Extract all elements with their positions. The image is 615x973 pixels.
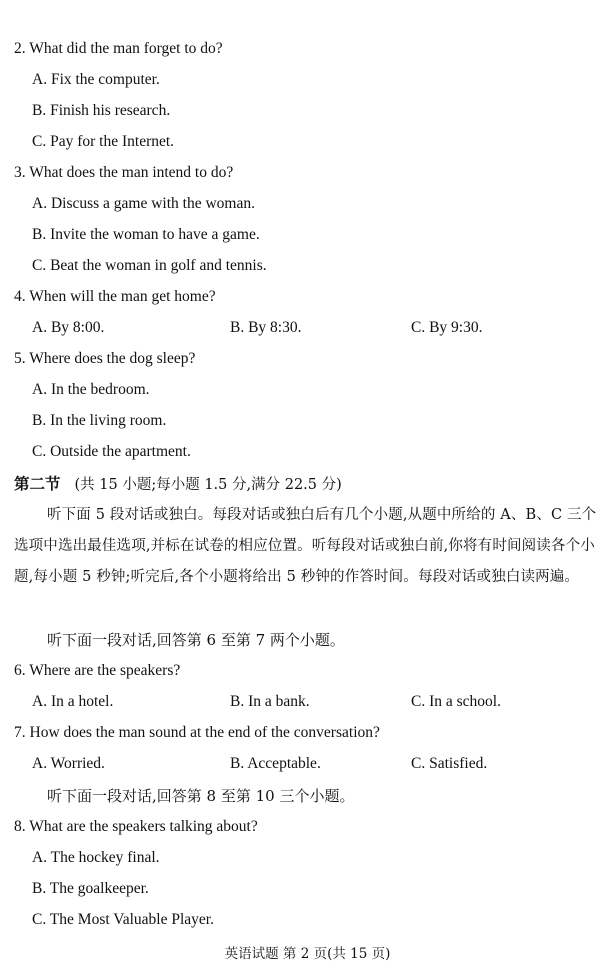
option-4c: C. By 9:30. [411, 319, 483, 336]
option-3a: A. Discuss a game with the woman. [32, 195, 255, 212]
section-2-instructions: 听下面 5 段对话或独白。每段对话或独白后有几个小题,从题中所给的 A、B、C 三个选项中选出最佳选项,并标在试卷的相应位置。听每段对话或独白前,你将有时间阅读各个小题,每小题 5 秒钟;听完后,各个小题将给出 5 秒钟的作答时间。每段对话或独白读两遍。 [14, 507, 597, 585]
option-4b: B. By 8:30. [230, 319, 302, 336]
option-3c: C. Beat the woman in golf and tennis. [32, 257, 267, 274]
question-3: 3. What does the man intend to do? [14, 164, 234, 181]
option-7c: C. Satisfied. [411, 755, 488, 772]
option-6a: A. In a hotel. [32, 693, 114, 710]
question-6: 6. Where are the speakers? [14, 662, 181, 679]
option-8c: C. The Most Valuable Player. [32, 911, 214, 928]
question-8: 8. What are the speakers talking about? [14, 818, 258, 835]
question-7: 7. How does the man sound at the end of the conversation? [14, 724, 380, 741]
dialogue-2-intro: 听下面一段对话,回答第 8 至第 10 三个小题。 [47, 787, 355, 805]
option-5a: A. In the bedroom. [32, 381, 150, 398]
option-2b: B. Finish his research. [32, 102, 171, 119]
dialogue-1-intro: 听下面一段对话,回答第 6 至第 7 两个小题。 [47, 631, 345, 649]
question-5: 5. Where does the dog sleep? [14, 350, 196, 367]
option-3b: B. Invite the woman to have a game. [32, 226, 260, 243]
section-2-note: (共 15 小题;每小题 1.5 分,满分 22.5 分) [74, 477, 342, 493]
option-6b: B. In a bank. [230, 693, 310, 710]
option-5c: C. Outside the apartment. [32, 443, 191, 460]
section-2-title: 第二节 [14, 474, 61, 493]
question-4: 4. When will the man get home? [14, 288, 216, 305]
option-4a: A. By 8:00. [32, 319, 105, 336]
page-footer: 英语试题 第 2 页(共 15 页) [224, 946, 391, 962]
option-2c: C. Pay for the Internet. [32, 133, 175, 150]
option-2a: A. Fix the computer. [32, 71, 160, 88]
option-8b: B. The goalkeeper. [32, 880, 149, 897]
option-7a: A. Worried. [32, 755, 105, 772]
option-5b: B. In the living room. [32, 412, 167, 429]
option-8a: A. The hockey final. [32, 849, 160, 866]
section-2-heading [14, 474, 342, 495]
question-2: 2. What did the man forget to do? [14, 40, 223, 57]
option-7b: B. Acceptable. [230, 755, 321, 772]
option-6c: C. In a school. [411, 693, 501, 710]
